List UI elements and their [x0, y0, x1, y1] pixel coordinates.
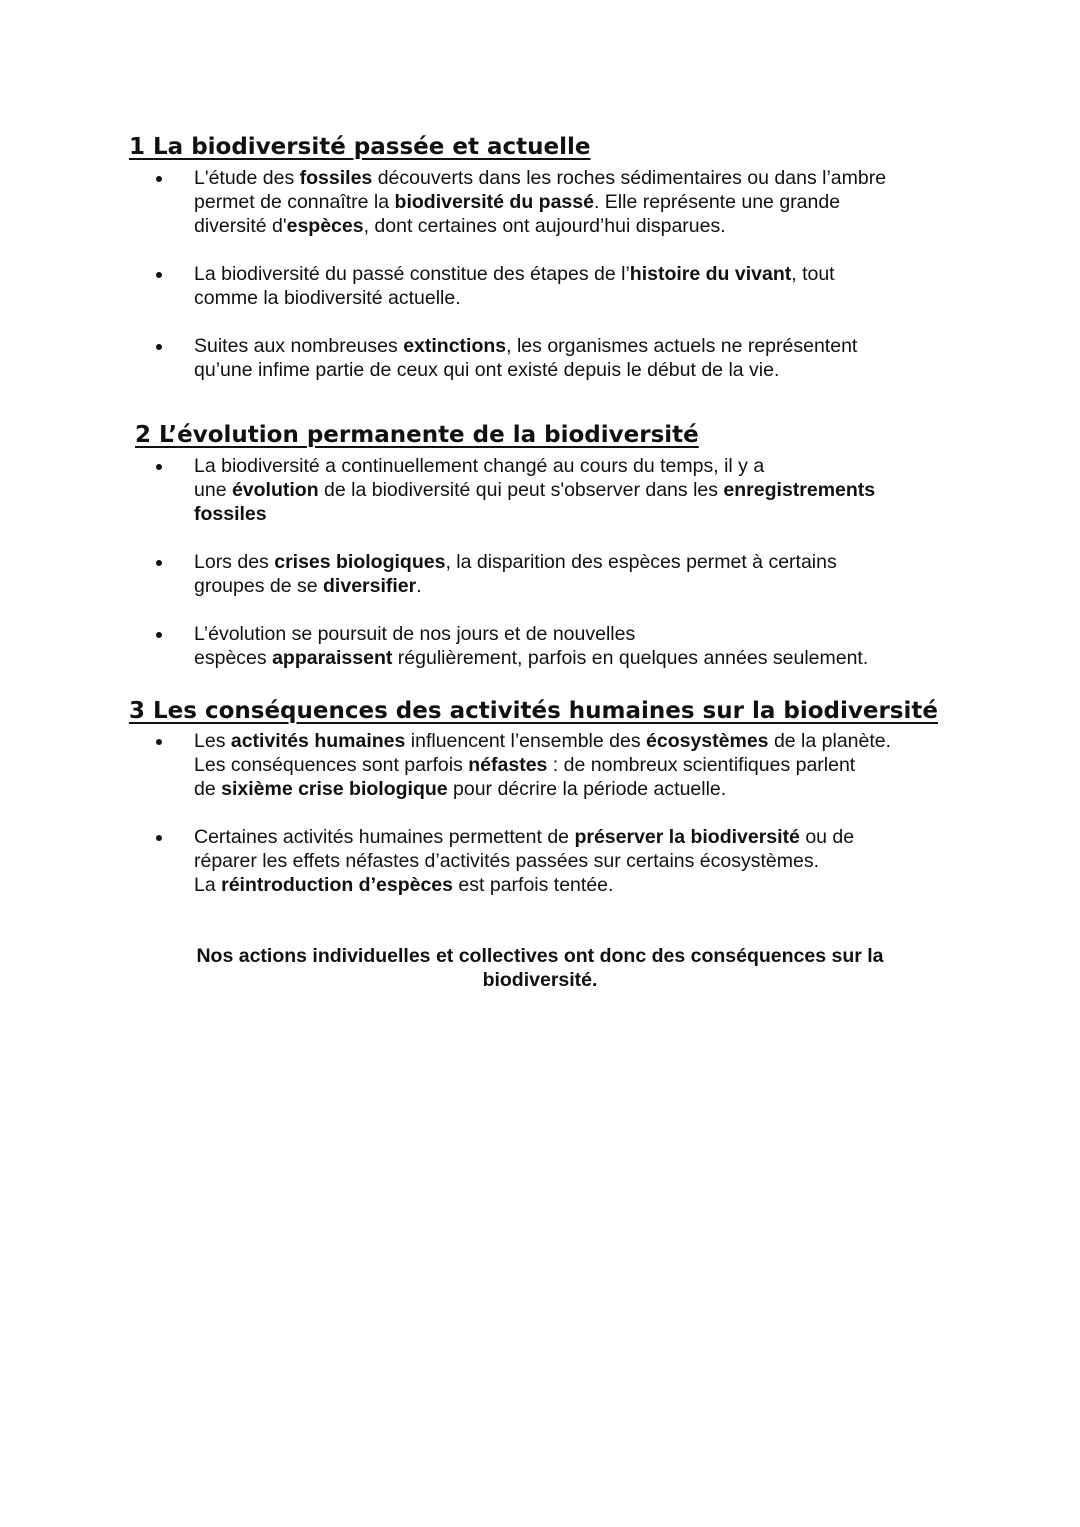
bullet-icon: [156, 176, 162, 182]
text-run: comme la biodiversité actuelle.: [194, 287, 461, 309]
text-run: est parfois tentée.: [453, 874, 614, 896]
list-item: [0, 825, 1080, 897]
item-text: [194, 262, 954, 310]
text-line: [194, 214, 954, 238]
bold-term: activités humaines: [230, 730, 406, 752]
text-run: L’évolution se poursuit de nos jours et de nouvelles: [194, 623, 636, 645]
bold-term: fossiles: [194, 503, 267, 525]
text-line: [194, 729, 954, 753]
section-2-list: [0, 454, 1080, 694]
conclusion-line-2: biodiversité.: [482, 969, 598, 991]
bold-term: préserver la biodiversité: [574, 826, 800, 848]
bold-term: diversifier: [323, 575, 417, 597]
bold-term: écosystèmes: [646, 730, 769, 752]
section-1-list: [0, 166, 1080, 406]
text-run: Suites aux nombreuses: [194, 335, 404, 357]
text-run: La biodiversité du passé constitue des étapes de l’: [194, 263, 630, 285]
text-line: [194, 358, 954, 382]
bold-term: fossiles: [299, 167, 373, 189]
text-line: [194, 478, 954, 502]
text-run: La biodiversité a continuellement changé au cours du temps, il y a: [194, 455, 765, 477]
item-text: [194, 334, 954, 382]
text-line: [194, 334, 954, 358]
text-line: [194, 166, 954, 190]
text-run: pour décrire la période actuelle.: [447, 778, 727, 800]
text-run: Les: [194, 730, 231, 752]
text-line: [194, 574, 954, 598]
text-run: influencent l’ensemble des: [405, 730, 647, 752]
text-run: une: [194, 479, 232, 501]
bullet-icon: [156, 739, 162, 745]
item-text: [194, 729, 954, 801]
text-run: . Elle représente une grande: [593, 191, 841, 213]
text-line: [194, 550, 954, 574]
text-run: de: [194, 778, 222, 800]
text-run: réparer les effets néfastes d’activités passées sur certains écosystèmes.: [194, 850, 820, 872]
section-2-title: 2 L’évolution permanente de la biodiversité: [135, 422, 699, 448]
text-run: ou de: [799, 826, 855, 848]
bullet-icon: [156, 835, 162, 841]
text-line: [194, 622, 954, 646]
conclusion-line-1: Nos actions individuelles et collectives ont donc des conséquences sur la: [196, 945, 884, 967]
text-run: diversité d': [194, 215, 287, 237]
text-run: Certaines activités humaines permettent de: [194, 826, 575, 848]
text-line: [194, 190, 954, 214]
item-text: [194, 825, 954, 897]
section-3-list: [0, 729, 1080, 921]
text-line: [194, 646, 954, 670]
bold-term: réintroduction d’espèces: [221, 874, 453, 896]
text-run: découverts dans les roches sédimentaires ou dans l’ambre: [372, 167, 887, 189]
text-run: , la disparition des espèces permet à certains: [445, 551, 837, 573]
bold-term: sixième crise biologique: [221, 778, 448, 800]
bold-term: extinctions: [403, 335, 507, 357]
conclusion: [0, 944, 1080, 992]
text-run: espèces: [194, 647, 273, 669]
bullet-icon: [156, 632, 162, 638]
bullet-icon: [156, 272, 162, 278]
text-run: de la biodiversité qui peut s'observer dans les: [318, 479, 724, 501]
text-line: [194, 454, 954, 478]
item-text: [194, 454, 954, 526]
text-line: [194, 873, 954, 897]
bullet-icon: [156, 344, 162, 350]
list-item: [0, 622, 1080, 670]
text-run: permet de connaître la: [194, 191, 395, 213]
text-run: : de nombreux scientifiques parlent: [547, 754, 856, 776]
text-line: [194, 502, 954, 526]
list-item: [0, 454, 1080, 526]
item-text: [194, 550, 954, 598]
bold-term: histoire du vivant: [629, 263, 792, 285]
bold-term: enregistrements: [723, 479, 876, 501]
bold-term: néfastes: [468, 754, 548, 776]
bold-term: crises biologiques: [274, 551, 446, 573]
text-run: L'étude des: [194, 167, 300, 189]
bullet-icon: [156, 464, 162, 470]
list-item: [0, 729, 1080, 801]
text-line: [194, 262, 954, 286]
list-item: [0, 166, 1080, 238]
list-item: [0, 262, 1080, 310]
section-1-title: 1 La biodiversité passée et actuelle: [129, 134, 591, 160]
text-run: , dont certaines ont aujourd’hui disparues.: [363, 215, 726, 237]
text-line: [194, 286, 954, 310]
text-line: [194, 849, 954, 873]
list-item: [0, 550, 1080, 598]
section-3-title: 3 Les conséquences des activités humaines sur la biodiversité: [129, 698, 938, 724]
text-run: Lors des: [194, 551, 275, 573]
bullet-icon: [156, 560, 162, 566]
text-line: [194, 825, 954, 849]
text-run: .: [416, 575, 422, 597]
text-run: régulièrement, parfois en quelques années seulement.: [392, 647, 869, 669]
bold-term: espèces: [286, 215, 364, 237]
text-run: qu’une infime partie de ceux qui ont existé depuis le début de la vie.: [194, 359, 780, 381]
text-run: Les conséquences sont parfois: [194, 754, 469, 776]
item-text: [194, 166, 954, 238]
list-item: [0, 334, 1080, 382]
text-line: [194, 777, 954, 801]
text-run: , tout: [791, 263, 835, 285]
text-run: de la planète.: [768, 730, 892, 752]
text-line: [194, 753, 954, 777]
text-run: , les organismes actuels ne représentent: [506, 335, 858, 357]
bold-term: évolution: [231, 479, 319, 501]
text-run: La: [194, 874, 222, 896]
text-run: groupes de se: [194, 575, 324, 597]
item-text: [194, 622, 954, 670]
bold-term: biodiversité du passé: [394, 191, 594, 213]
bold-term: apparaissent: [272, 647, 393, 669]
